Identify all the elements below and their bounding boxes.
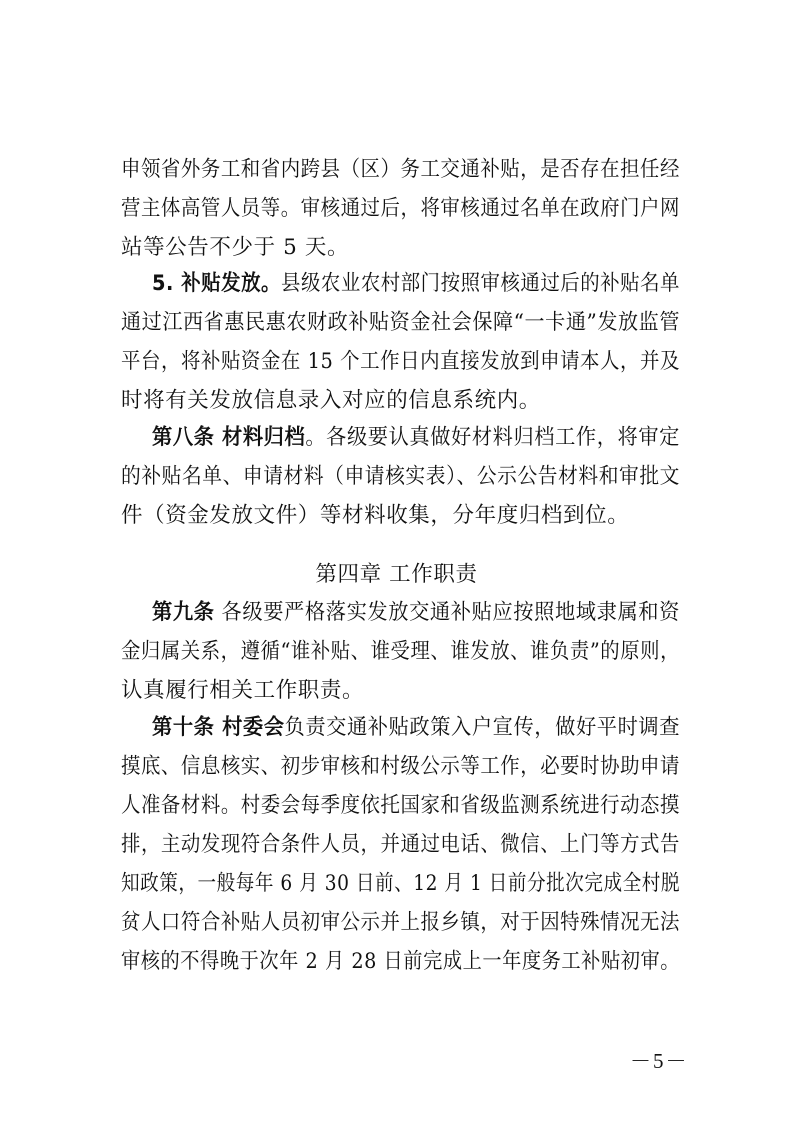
page-number: －5－: [630, 1049, 689, 1073]
item5-first-line: [152, 271, 680, 297]
paragraph-line: 审核的不得晚于次年 2 月 28 日前完成上一年度务工补贴初审。: [121, 949, 681, 974]
paragraph-line: 申领省外务工和省内跨县（区）务工交通补贴，是否存在担任经: [121, 157, 680, 182]
chapter-heading: 第四章 工作职责: [315, 562, 478, 587]
article10-label: 第十条 村委会: [152, 715, 285, 740]
paragraph-line: 时将有关发放信息录入对应的信息系统内。: [121, 388, 541, 413]
paragraph-line: 金归属关系，遵循“谁补贴、谁受理、谁发放、谁负责”的原则，: [121, 639, 681, 664]
article8-first-line: [152, 425, 680, 451]
paragraph-line: 通过江西省惠民惠农财政补贴资金社会保障“一卡通”发放监管: [121, 310, 680, 335]
article9-label: 第九条: [152, 600, 215, 625]
item5-text: 县级农业农村部门按照审核通过后的补贴名单: [281, 271, 681, 296]
article8-label: 第八条 材料归档: [152, 425, 306, 450]
article9-text: 各级要严格落实发放交通补贴应按照地域隶属和资: [214, 600, 680, 625]
article10-first-line: [152, 715, 680, 741]
paragraph-line: 站等公告不少于 5 天。: [121, 235, 350, 260]
article10-text: 负责交通补贴政策入户宣传，做好平时调查: [284, 715, 681, 740]
paragraph-line: 的补贴名单、申请材料（申请核实表）、公示公告材料和审批文: [121, 464, 680, 489]
article9-first-line: [152, 600, 680, 626]
paragraph-line: 件（资金发放文件）等材料收集，分年度归档到位。: [121, 503, 630, 528]
item5-label: 5. 补贴发放。: [152, 271, 282, 296]
paragraph-line: 贫人口符合补贴人员初审公示并上报乡镇，对于因特殊情况无法: [121, 910, 680, 935]
paragraph-line: 营主体高管人员等。审核通过后，将审核通过名单在政府门户网: [121, 196, 680, 221]
paragraph-line: 排，主动发现符合条件人员，并通过电话、微信、上门等方式告: [121, 832, 680, 857]
paragraph-line: 认真履行相关工作职责。: [121, 678, 365, 703]
article8-text: 。各级要认真做好材料归档工作，将审定: [305, 425, 680, 450]
paragraph-line: 平台，将补贴资金在 15 个工作日内直接发放到申请本人，并及: [121, 349, 681, 374]
paragraph-line: 知政策，一般每年 6 月 30 日前、12 月 1 日前分批次完成全村脱: [121, 871, 680, 896]
paragraph-line: 人准备材料。村委会每季度依托国家和省级监测系统进行动态摸: [121, 793, 680, 818]
paragraph-line: 摸底、信息核实、初步审核和村级公示等工作，必要时协助申请: [121, 754, 680, 779]
